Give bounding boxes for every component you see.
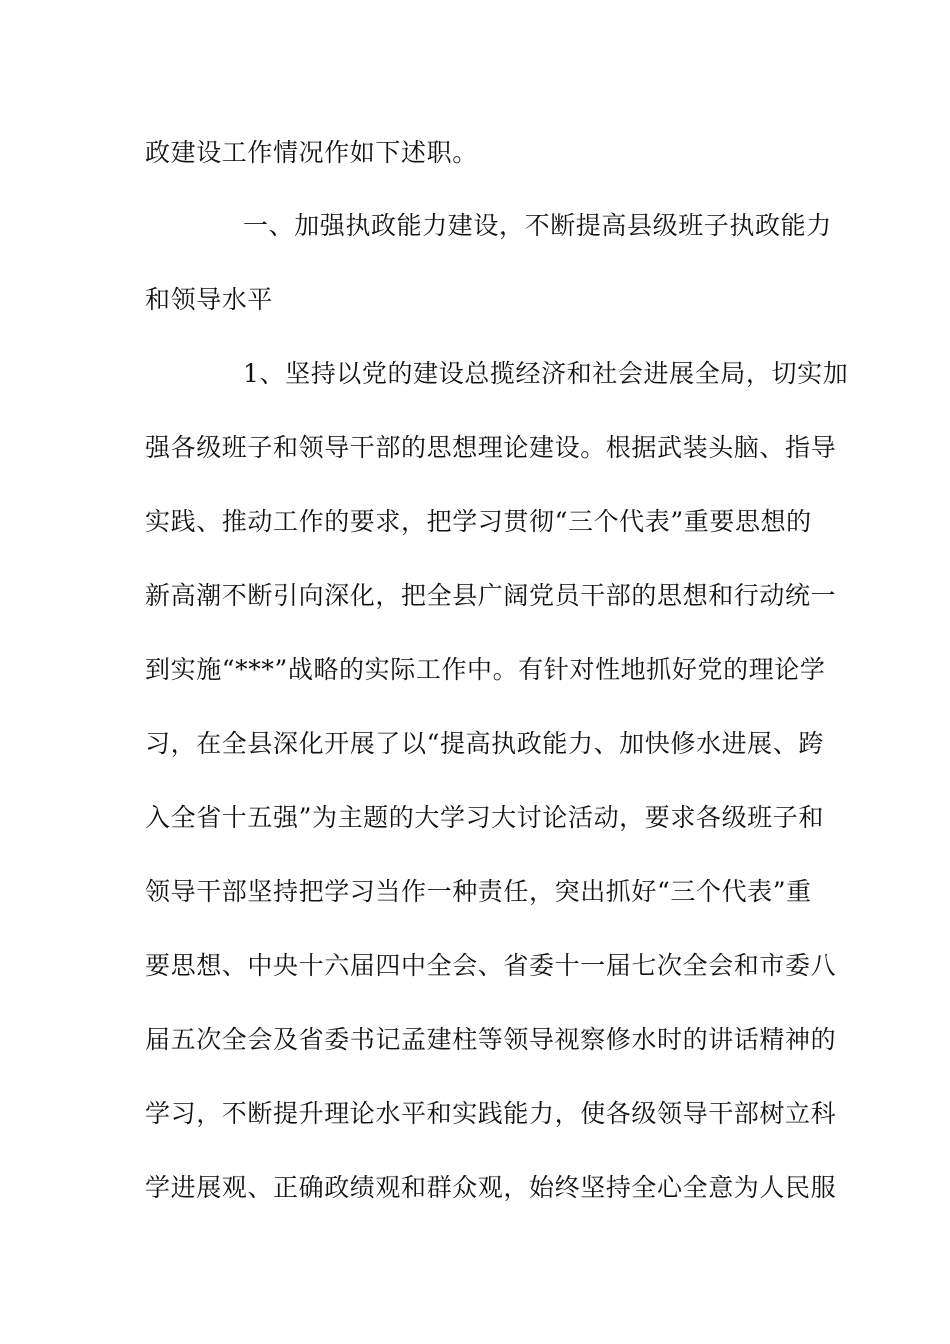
text-line: 1、坚持以党的建设总揽经济和社会进展全局，切实加 <box>243 359 849 388</box>
section-heading-line: 一、加强执政能力建设，不断提高县级班子执政能力 <box>243 211 832 240</box>
text-line: 新高潮不断引向深化，把全县广阔党员干部的思想和行动统一 <box>145 581 837 610</box>
text-line: 要思想、中央十六届四中全会、省委十一届七次全会和市委八 <box>145 951 837 980</box>
text-line: 实践、推动工作的要求，把学习贯彻“三个代表”重要思想的 <box>145 507 812 536</box>
text-line: 到实施“***”战略的实际工作中。有针对性地抓好党的理论学 <box>145 655 826 684</box>
text-line: 领导干部坚持把学习当作一种责任，突出抓好“三个代表”重 <box>145 877 812 906</box>
text-line: 学习，不断提升理论水平和实践能力，使各级领导干部树立科 <box>145 1099 837 1128</box>
section-heading-line: 和领导水平 <box>145 285 274 314</box>
text-line: 学进展观、正确政绩观和群众观，始终坚持全心全意为人民服 <box>145 1173 837 1202</box>
text-line: 强各级班子和领导干部的思想理论建设。根据武装头脑、指导 <box>145 433 837 462</box>
text-line: 政建设工作情况作如下述职。 <box>145 138 478 167</box>
text-line: 入全省十五强”为主题的大学习大讨论活动，要求各级班子和 <box>145 803 824 832</box>
text-line: 习，在全县深化开展了以“提高执政能力、加快修水进展、跨 <box>145 729 824 758</box>
text-line: 届五次全会及省委书记孟建柱等领导视察修水时的讲话精神的 <box>145 1025 837 1054</box>
